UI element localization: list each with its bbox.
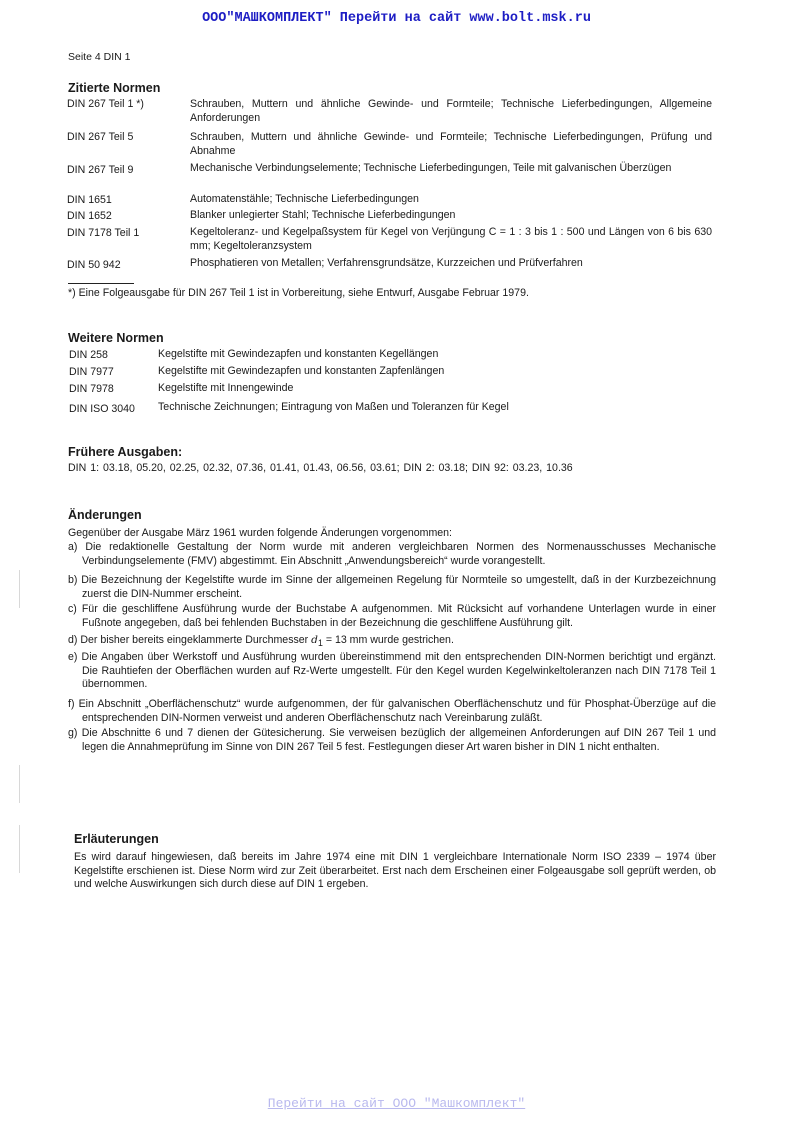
change-item xyxy=(68,634,716,651)
cited-description: Automatenstähle; Technische Lieferbedingungen xyxy=(190,193,419,205)
cited-description: Schrauben, Muttern und ähnliche Gewinde- und Formteile; Technische Lieferbedingungen, Prüfung und Abnahme xyxy=(190,131,712,157)
previous-editions-list: DIN 1: 03.18, 05.20, 02.25, 02.32, 07.36, 01.41, 01.43, 06.56, 03.61; DIN 2: 03.18; DIN 92: 03.23, 10.36 xyxy=(68,462,573,474)
explanations-title: Erläuterungen xyxy=(74,832,159,846)
change-item: a) Die redaktionelle Gestaltung der Norm wurde mit anderen vergleichbaren Normen des Normenausschusses Mechanische Verbindungselemente (FMV) abgestimmt. Ein Abschnitt „Anwendungsbereich“ wurde vorangestellt. xyxy=(68,541,716,567)
further-code: DIN 7978 xyxy=(69,383,114,395)
changes-intro: Gegenüber der Ausgabe März 1961 wurden folgende Änderungen vorgenommen: xyxy=(68,527,452,539)
scan-mark xyxy=(19,765,20,803)
further-code: DIN ISO 3040 xyxy=(69,403,135,415)
further-description: Kegelstifte mit Gewindezapfen und konstanten Kegellängen xyxy=(158,348,439,360)
further-standards-title: Weitere Normen xyxy=(68,331,164,345)
cited-standards-title: Zitierte Normen xyxy=(68,81,161,95)
explanations-text: Es wird darauf hingewiesen, daß bereits im Jahre 1974 eine mit DIN 1 vergleichbare Internationale Norm ISO 2339 – 1974 über Kegelstifte erschienen ist. Diese Norm wird zur Zeit überarbeitet. Erst nach dem Erscheinen einer Folgeausgabe soll geprüft werden, ob und welche Auswirkungen sich durch diese auf DIN 1 ergeben. xyxy=(74,851,716,890)
cited-code: DIN 267 Teil 9 xyxy=(67,164,134,176)
change-item-text: d) Der bisher bereits eingeklammerte Durchmesser xyxy=(68,634,312,646)
cited-code: DIN 7178 Teil 1 xyxy=(67,227,140,239)
cited-description: Kegeltoleranz- und Kegelpaßsystem für Kegel von Verjüngung C = 1 : 3 bis 1 : 500 und Längen von 6 bis 630 mm; Kegeltoleranzsystem xyxy=(190,226,712,252)
further-description: Technische Zeichnungen; Eintragung von Maßen und Toleranzen für Kegel xyxy=(158,401,509,413)
footnote: *) Eine Folgeausgabe für DIN 267 Teil 1 ist in Vorbereitung, siehe Entwurf, Ausgabe Februar 1979. xyxy=(68,287,529,299)
site-footer-link[interactable]: Перейти на сайт ООО "Машкомплект" xyxy=(267,1096,526,1111)
further-code: DIN 258 xyxy=(69,349,108,361)
site-banner-link[interactable]: ООО"МАШКОМПЛЕКТ" Перейти на сайт www.bolt.msk.ru xyxy=(202,11,591,26)
scan-mark xyxy=(19,570,20,608)
diameter-symbol: d xyxy=(311,634,318,646)
change-item: e) Die Angaben über Werkstoff und Ausführung wurden übereinstimmend mit den entsprechenden DIN-Normen berichtigt und ergänzt. Die Rauhtiefen der Oberflächen wurden auf Rz-Werte umgestellt. Für den Kegel wurden Kegelwinkeltoleranzen nach DIN 7178 Teil 1 übernommen. xyxy=(68,651,716,690)
footnote-divider xyxy=(68,283,134,284)
changes-title: Änderungen xyxy=(68,508,142,522)
change-item: g) Die Abschnitte 6 und 7 dienen der Gütesicherung. Sie verweisen bezüglich der allgemeinen Anforderungen auf DIN 267 Teil 1 und legen die Annahmeprüfung im Sinne von DIN 267 Teil 5 fest. Festlegungen dieser Art waren bisher in DIN 1 nicht enthalten. xyxy=(68,727,716,753)
page-reference: Seite 4 DIN 1 xyxy=(68,51,131,63)
cited-description: Phosphatieren von Metallen; Verfahrensgrundsätze, Kurzzeichen und Prüfverfahren xyxy=(190,257,583,269)
cited-code: DIN 267 Teil 1 *) xyxy=(67,98,144,110)
cited-description: Blanker unlegierter Stahl; Technische Lieferbedingungen xyxy=(190,209,456,221)
cited-code: DIN 267 Teil 5 xyxy=(67,131,134,143)
further-description: Kegelstifte mit Gewindezapfen und konstanten Zapfenlängen xyxy=(158,365,445,377)
cited-code: DIN 1651 xyxy=(67,194,112,206)
further-code: DIN 7977 xyxy=(69,366,114,378)
cited-code: DIN 1652 xyxy=(67,210,112,222)
further-description: Kegelstifte mit Innengewinde xyxy=(158,382,294,394)
change-item: c) Für die geschliffene Ausführung wurde der Buchstabe A aufgenommen. Mit Rücksicht auf vorhandene Unterlagen wurde in einer Fußnote angegeben, daß bei fehlenden Buchstaben in der Bezeichnung die geschliffene Ausführung gilt. xyxy=(68,603,716,629)
scan-mark xyxy=(19,825,20,873)
previous-editions-title: Frühere Ausgaben: xyxy=(68,445,183,459)
change-item: f) Ein Abschnitt „Oberflächenschutz“ wurde aufgenommen, der für galvanischen Oberflächenschutz und für Phosphat-Überzüge auf die entsprechenden DIN-Normen verweist und anderen Oberflächenschutz nach Vereinbarung zuläßt. xyxy=(68,698,716,724)
cited-description: Mechanische Verbindungselemente; Technische Lieferbedingungen, Teile mit galvanischen Überzügen xyxy=(190,162,672,174)
change-item-text: = 13 mm wurde gestrichen. xyxy=(322,634,454,646)
cited-description: Schrauben, Muttern und ähnliche Gewinde- und Formteile; Technische Lieferbedingungen, Allgemeine Anforderungen xyxy=(190,98,712,124)
cited-code: DIN 50 942 xyxy=(67,259,121,271)
diameter-subscript: 1 xyxy=(317,638,323,649)
change-item: b) Die Bezeichnung der Kegelstifte wurde im Sinne der allgemeinen Regelung für Normteile so umgestellt, daß in der Kurzbezeichnung zuerst die DIN-Nummer erscheint. xyxy=(68,574,716,600)
